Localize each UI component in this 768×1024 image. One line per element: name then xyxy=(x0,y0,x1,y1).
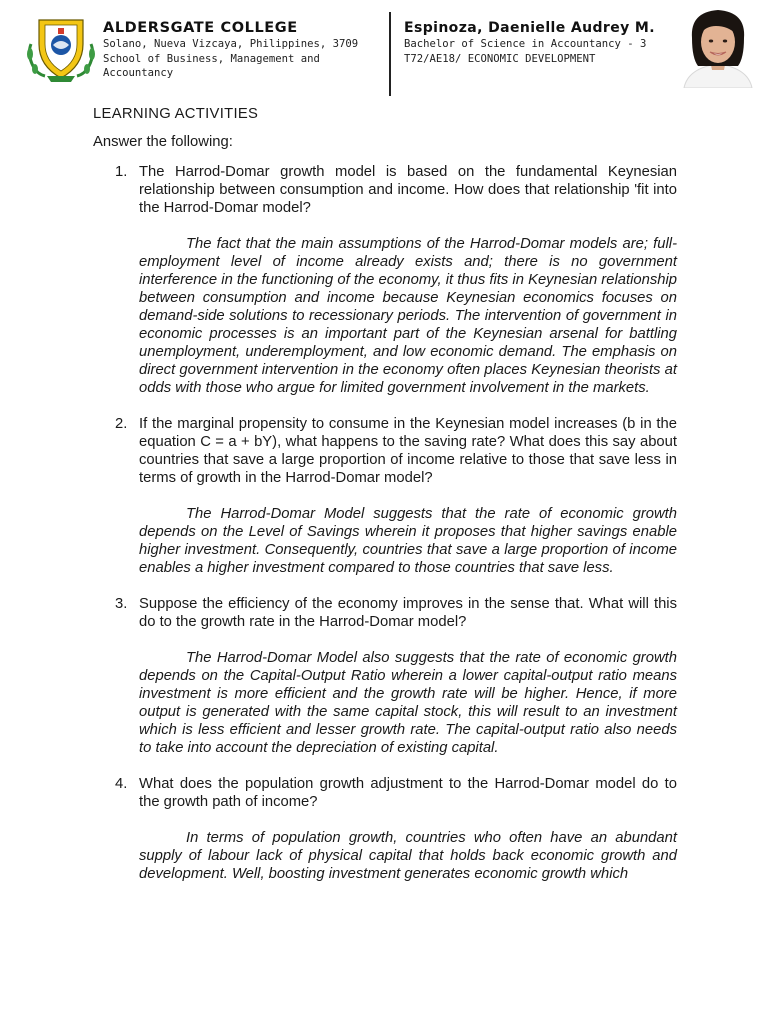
question-item-1 xyxy=(115,163,677,397)
question-number: 1. xyxy=(115,164,128,180)
student-info xyxy=(404,19,679,66)
answer-text: The Harrod-Domar Model also suggests that the rate of economic growth depends on the Capital-Output Ratio wherein a lower capital-output ratio means investment is more efficient and the growth rate will be higher. Hence, if more output is generated with the same capital stock, this will result to an investment which is less efficient and lesser growth rate. The capital-output ratio also needs to take into account the depreciation of existing capital. xyxy=(139,650,677,756)
school-name: ALDERSGATE COLLEGE xyxy=(103,20,298,36)
program-line: Bachelor of Science in Accountancy - 3 xyxy=(404,38,647,50)
question-number: 2. xyxy=(115,416,128,432)
answer-text: The fact that the main assumptions of the Harrod-Domar models are; full-employment level of income already exists and; there is no government interference in the functioning of the economy, it thus fits in Keynesian relationship between consumption and income because Keynesian economics focuses on demand-side solutions to recessionary periods. The intervention of government in economic processes is an important part of the Keynesian arsenal for battling unemployment, underemployment, and low economic demand. The emphasis on direct government intervention in the economy often places Keynesian theorists at odds with those who argue for limited government involvement in the markets. xyxy=(139,236,677,396)
department-line-2: Accountancy xyxy=(103,67,174,79)
question-number: 3. xyxy=(115,596,128,612)
school-info xyxy=(103,19,385,81)
question-text: What does the population growth adjustment to the Harrod-Domar model do to the growth path of income? xyxy=(139,776,677,810)
answer-text: In terms of population growth, countries who often have an abundant supply of labour lack of physical capital that holds back economic growth and development. Well, boosting investment generates economic growth which xyxy=(139,830,677,882)
answer-text: The Harrod-Domar Model suggests that the rate of economic growth depends on the Level of Savings wherein it proposes that higher savings enable higher investment. Consequently, countries that save a large proportion of income enables a higher investment compared to those countries that save less. xyxy=(139,506,677,576)
question-text: Suppose the efficiency of the economy improves in the sense that. What will this do to the growth rate in the Harrod-Domar model? xyxy=(139,596,677,630)
department-line-1: School of Business, Management and xyxy=(103,52,320,65)
question-list xyxy=(115,163,677,901)
question-item-3 xyxy=(115,595,677,757)
question-number: 4. xyxy=(115,776,128,792)
school-address: Solano, Nueva Vizcaya, Philippines, 3709 xyxy=(103,38,359,50)
question-item-4 xyxy=(115,775,677,883)
college-logo xyxy=(25,14,97,84)
question-text: If the marginal propensity to consume in the Keynesian model increases (b in the equation C = a + bY), what happens to the saving rate? What does this say about countries that save a large proportion of income relative to those that save less in terms of growth in the Harrod-Domar model? xyxy=(139,416,677,486)
student-name: Espinoza, Daenielle Audrey M. xyxy=(404,20,655,36)
student-photo xyxy=(676,4,760,88)
question-text: The Harrod-Domar growth model is based on the fundamental Keynesian relationship between consumption and income. How does that relationship 'fit into the Harrod-Domar model? xyxy=(139,164,677,216)
instructions: Answer the following: xyxy=(93,134,233,150)
course-line: T72/AE18/ ECONOMIC DEVELOPMENT xyxy=(404,52,596,65)
question-item-2 xyxy=(115,415,677,577)
section-heading: LEARNING ACTIVITIES xyxy=(93,106,259,122)
header-divider xyxy=(389,12,391,96)
